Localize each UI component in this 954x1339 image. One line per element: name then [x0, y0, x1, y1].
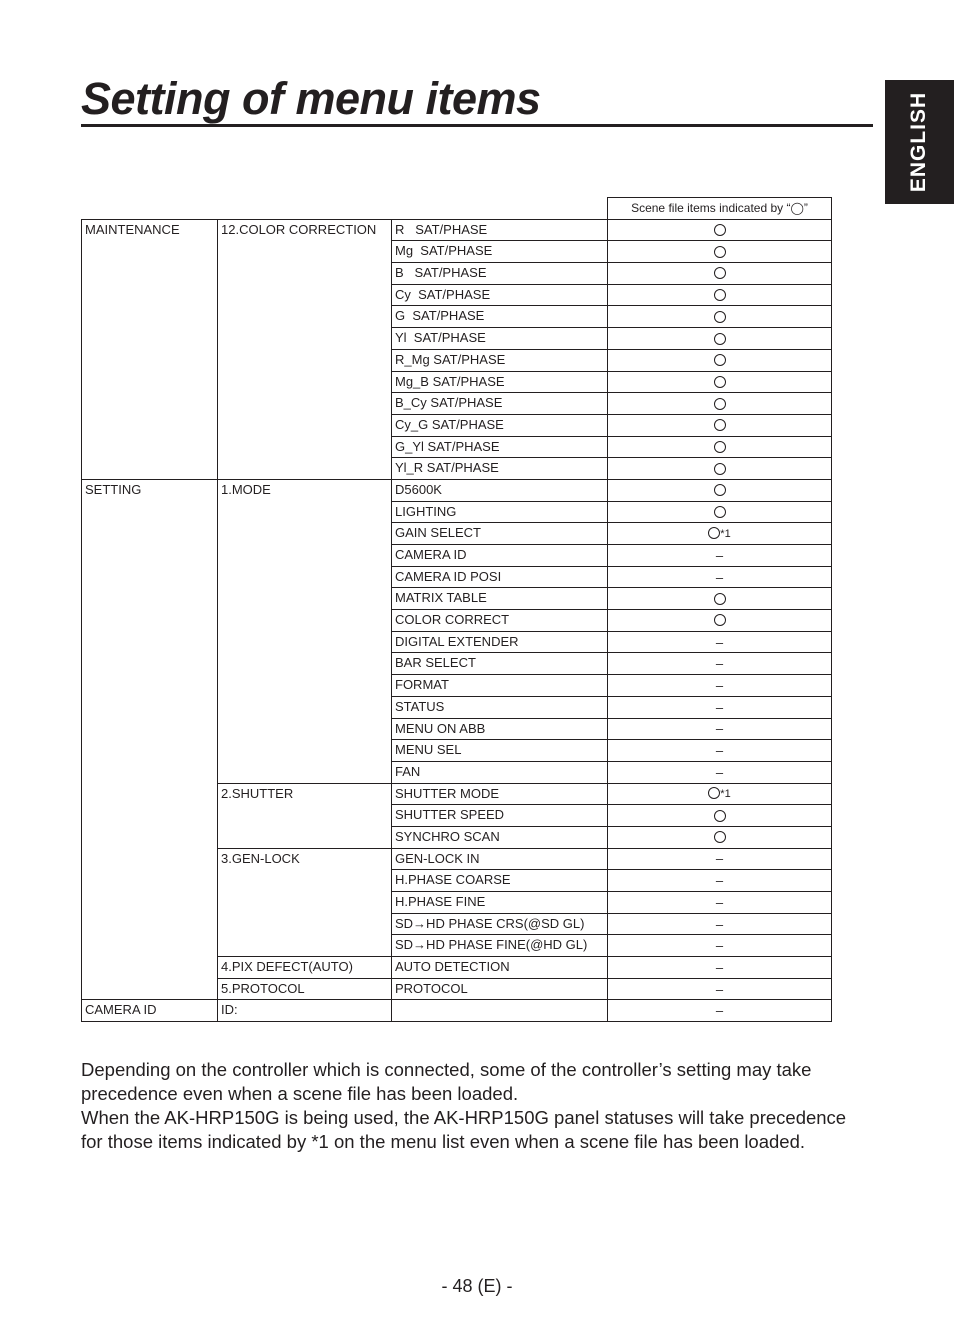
dash-mark: – [715, 916, 724, 932]
page-title: Setting of menu items [81, 73, 541, 124]
scene-file-mark-cell [608, 718, 832, 740]
item-cell: CAMERA ID POSI [392, 566, 608, 588]
dash-mark: – [715, 1003, 724, 1019]
scene-file-mark-cell [608, 284, 832, 306]
item-cell [392, 1000, 608, 1022]
scene-file-mark-cell [608, 328, 832, 350]
scene-file-mark-cell [608, 761, 832, 783]
item-cell: PROTOCOL [392, 978, 608, 1000]
item-cell: MATRIX TABLE [392, 588, 608, 610]
menu-items-table [81, 197, 832, 1022]
item-cell: FAN [392, 761, 608, 783]
circle-icon [714, 289, 726, 301]
scene-file-mark-cell [608, 306, 832, 328]
note-paragraph: Depending on the controller which is connected, some of the controller’s setting may take precedence even when a scene file has been loaded. [81, 1059, 812, 1104]
scene-file-mark-cell [608, 892, 832, 914]
scene-file-mark-cell [608, 458, 832, 480]
table-row [82, 1000, 832, 1022]
circle-icon [714, 484, 726, 496]
scene-file-mark-cell [608, 696, 832, 718]
language-tab-label: ENGLISH [907, 91, 931, 193]
item-cell: AUTO DETECTION [392, 957, 608, 979]
dash-mark: – [715, 938, 724, 954]
scene-file-mark-cell [608, 436, 832, 458]
item-cell: STATUS [392, 696, 608, 718]
dash-mark: – [715, 743, 724, 759]
dash-mark: – [715, 721, 724, 737]
circle-icon [714, 810, 726, 822]
dash-mark: – [715, 656, 724, 672]
item-cell: Yl SAT/PHASE [392, 328, 608, 350]
item-cell: Cy_G SAT/PHASE [392, 414, 608, 436]
scene-file-mark-cell [608, 219, 832, 241]
title-underline [81, 124, 873, 127]
submenu-cell: 3.GEN-LOCK [218, 848, 392, 956]
notes-section [81, 1058, 871, 1154]
circle-icon [714, 593, 726, 605]
scene-file-mark-cell [608, 935, 832, 957]
scene-file-mark-cell [608, 479, 832, 501]
circle-icon [708, 527, 720, 539]
circle-icon [714, 614, 726, 626]
item-cell: MENU ON ABB [392, 718, 608, 740]
item-cell: CAMERA ID [392, 545, 608, 567]
item-cell: FORMAT [392, 675, 608, 697]
circle-icon [714, 831, 726, 843]
scene-file-mark-cell [608, 805, 832, 827]
dash-mark: – [715, 634, 724, 650]
scene-file-mark-cell [608, 826, 832, 848]
dash-mark: – [715, 699, 724, 715]
scene-file-mark-cell [608, 263, 832, 285]
item-cell: R SAT/PHASE [392, 219, 608, 241]
dash-mark: – [715, 677, 724, 693]
scene-file-mark-cell [608, 349, 832, 371]
scene-file-mark-cell [608, 870, 832, 892]
scene-file-mark-cell [608, 241, 832, 263]
scene-file-mark-cell [608, 913, 832, 935]
item-cell: MENU SEL [392, 740, 608, 762]
item-cell: Mg_B SAT/PHASE [392, 371, 608, 393]
item-cell: SYNCHRO SCAN [392, 826, 608, 848]
scene-file-mark-cell [608, 414, 832, 436]
scene-file-mark-cell [608, 978, 832, 1000]
table-row [82, 479, 832, 501]
item-cell: G SAT/PHASE [392, 306, 608, 328]
item-cell: Mg SAT/PHASE [392, 241, 608, 263]
submenu-cell: 1.MODE [218, 479, 392, 783]
item-cell: Yl_R SAT/PHASE [392, 458, 608, 480]
scene-file-mark-cell [608, 545, 832, 567]
scene-file-mark-cell [608, 957, 832, 979]
item-cell: GEN-LOCK IN [392, 848, 608, 870]
submenu-cell: ID: [218, 1000, 392, 1022]
item-cell: H.PHASE FINE [392, 892, 608, 914]
menu-cell: CAMERA ID [82, 1000, 218, 1022]
menu-cell: MAINTENANCE [82, 219, 218, 479]
item-cell: LIGHTING [392, 501, 608, 523]
item-cell: COLOR CORRECT [392, 610, 608, 632]
scene-file-mark-cell [608, 631, 832, 653]
scene-file-mark-cell [608, 523, 832, 545]
scene-file-mark-cell [608, 371, 832, 393]
dash-mark: – [715, 959, 724, 975]
dash-mark: – [715, 981, 724, 997]
item-cell: BAR SELECT [392, 653, 608, 675]
scene-file-mark-cell [608, 653, 832, 675]
circle-icon [714, 224, 726, 236]
scene-file-mark-cell [608, 566, 832, 588]
submenu-cell: 5.PROTOCOL [218, 978, 392, 1000]
circle-icon [714, 267, 726, 279]
scene-file-mark-cell [608, 740, 832, 762]
item-cell: SHUTTER SPEED [392, 805, 608, 827]
item-cell: SD→HD PHASE FINE(@HD GL) [392, 935, 608, 957]
scene-file-mark-cell [608, 1000, 832, 1022]
circle-icon [714, 398, 726, 410]
dash-mark: – [715, 851, 724, 867]
scene-file-mark-cell [608, 501, 832, 523]
scene-file-mark-cell [608, 848, 832, 870]
circle-icon [714, 354, 726, 366]
footnote-marker: *1 [720, 787, 731, 800]
scene-file-mark-cell [608, 675, 832, 697]
submenu-cell: 2.SHUTTER [218, 783, 392, 848]
item-cell: Cy SAT/PHASE [392, 284, 608, 306]
item-cell: B SAT/PHASE [392, 263, 608, 285]
circle-icon [714, 376, 726, 388]
item-cell: SD→HD PHASE CRS(@SD GL) [392, 913, 608, 935]
dash-mark: – [715, 569, 724, 585]
circle-icon [714, 333, 726, 345]
note-paragraph: When the AK-HRP150G is being used, the AK-HRP150G panel statuses will take precedence for those items indicated by *1 on the menu list even when a scene file has been loaded. [81, 1107, 847, 1152]
circle-icon [714, 246, 726, 258]
circle-icon [714, 441, 726, 453]
submenu-cell: 12.COLOR CORRECTION [218, 219, 392, 479]
menu-cell: SETTING [82, 479, 218, 1000]
scene-file-mark-cell [608, 610, 832, 632]
menu-items-table-body [82, 198, 832, 1022]
table-row [82, 219, 832, 241]
item-cell: B_Cy SAT/PHASE [392, 393, 608, 415]
footnote-marker: *1 [720, 527, 731, 540]
item-cell: H.PHASE COARSE [392, 870, 608, 892]
dash-mark: – [715, 764, 724, 780]
dash-mark: – [715, 547, 724, 563]
page-number: - 48 (E) - [441, 1276, 513, 1296]
dash-mark: – [715, 873, 724, 889]
circle-icon [714, 419, 726, 431]
circle-icon [714, 506, 726, 518]
scene-file-column-header: Scene file items indicated by “◯” [608, 198, 832, 220]
item-cell: DIGITAL EXTENDER [392, 631, 608, 653]
scene-file-mark-cell [608, 393, 832, 415]
circle-icon [714, 311, 726, 323]
item-cell: SHUTTER MODE [392, 783, 608, 805]
language-tab [885, 80, 954, 204]
item-cell: GAIN SELECT [392, 523, 608, 545]
table-header-row [82, 198, 832, 220]
item-cell: D5600K [392, 479, 608, 501]
scene-file-mark-cell [608, 783, 832, 805]
circle-icon [714, 463, 726, 475]
submenu-cell: 4.PIX DEFECT(AUTO) [218, 957, 392, 979]
dash-mark: – [715, 894, 724, 910]
scene-file-mark-cell [608, 588, 832, 610]
item-cell: R_Mg SAT/PHASE [392, 349, 608, 371]
item-cell: G_Yl SAT/PHASE [392, 436, 608, 458]
circle-icon [708, 787, 720, 799]
